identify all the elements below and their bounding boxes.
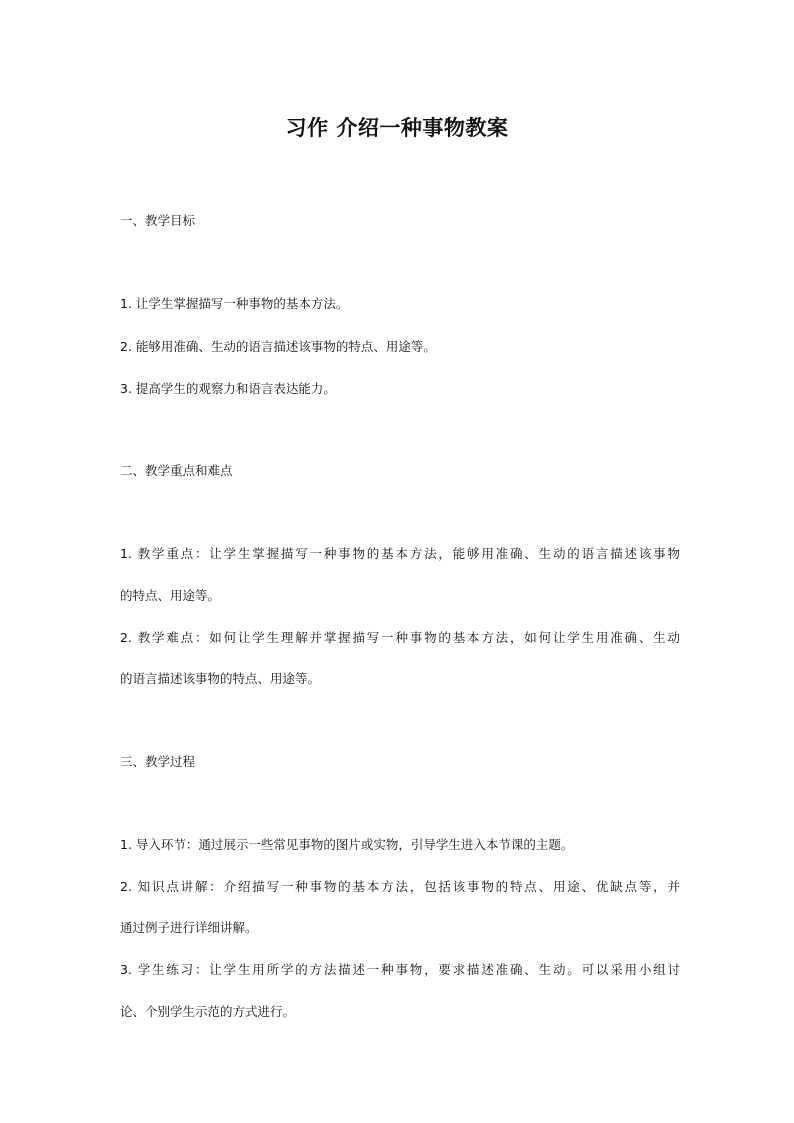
process-line-4: 3. 学生练习：让学生用所学的方法描述一种事物，要求描述准确、生动。可以采用小组讨 [120, 962, 680, 977]
focus-line-3: 2. 教学难点：如何让学生理解并掌握描写一种事物的基本方法，如何让学生用准确、生动 [120, 630, 680, 645]
process-line-1: 1. 导入环节：通过展示一些常见事物的图片或实物，引导学生进入本节课的主题。 [120, 837, 574, 852]
section-heading-process: 三、教学过程 [120, 754, 196, 769]
objective-line-3: 3. 提高学生的观察力和语言表达能力。 [120, 381, 336, 396]
objective-line-2: 2. 能够用准确、生动的语言描述该事物的特点、用途等。 [120, 339, 436, 354]
focus-line-1: 1. 教学重点：让学生掌握描写一种事物的基本方法，能够用准确、生动的语言描述该事物 [120, 546, 680, 561]
section-heading-focus: 二、教学重点和难点 [120, 463, 233, 478]
focus-line-4: 的语言描述该事物的特点、用途等。 [120, 671, 321, 686]
process-line-2: 2. 知识点讲解：介绍描写一种事物的基本方法，包括该事物的特点、用途、优缺点等，并 [120, 879, 680, 894]
document-title: 习作 介绍一种事物教案 [285, 116, 509, 140]
process-line-3: 通过例子进行详细讲解。 [120, 920, 258, 935]
process-line-5: 论、个别学生示范的方式进行。 [120, 1004, 296, 1019]
objective-line-1: 1. 让学生掌握描写一种事物的基本方法。 [120, 296, 349, 311]
focus-line-2: 的特点、用途等。 [120, 588, 221, 603]
section-heading-objectives: 一、教学目标 [120, 213, 196, 228]
